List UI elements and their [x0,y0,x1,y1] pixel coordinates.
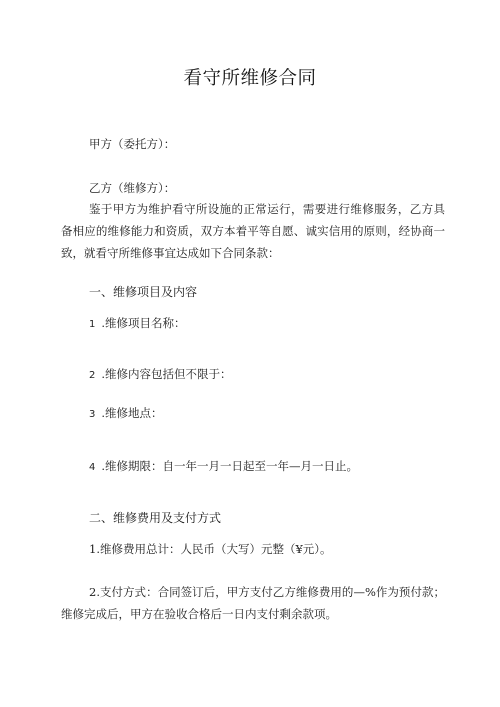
item-text: .维修期限：自一年一月一日起至一年—月一日止。 [101,459,359,473]
preamble-paragraph: 鉴于甲方为维护看守所设施的正常运行，需要进行维修服务，乙方具备相应的维修能力和资质，双方本着平等自愿、诚实信用的原则，经协商一致，就看守所维修事宜达成如下合同条款： [61,202,445,260]
section-2-heading: 二、维修费用及支付方式 [89,511,222,525]
section-2-item-1: 1.维修费用总计：人民币（大写）元整（¥元）。 [89,542,332,556]
party-b-label: 乙方（维修方）： [89,181,176,195]
section-1-item-3 [89,405,163,421]
item-number: 3 [89,409,96,420]
item-text: .维修项目名称： [101,316,186,330]
item-number: 4 [89,462,96,473]
section-1-heading: 一、维修项目及内容 [89,285,198,299]
section-1-item-2 [89,366,232,382]
section-1-item-4 [89,458,358,474]
item-text: .维修地点： [101,406,163,420]
document-title: 看守所维修合同 [183,68,317,89]
party-a-label: 甲方（委托方）： [89,137,176,151]
item-number: 1 [89,319,96,330]
section-2-item-2: 2.支付方式：合同签订后，甲方支付乙方维修费用的—%作为预付款；维修完成后，甲方在验收合格后一日内支付剩余款项。 [61,585,445,621]
section-1-item-1 [89,315,186,331]
item-text: .维修内容包括但不限于： [101,367,232,381]
item-number: 2 [89,370,96,381]
